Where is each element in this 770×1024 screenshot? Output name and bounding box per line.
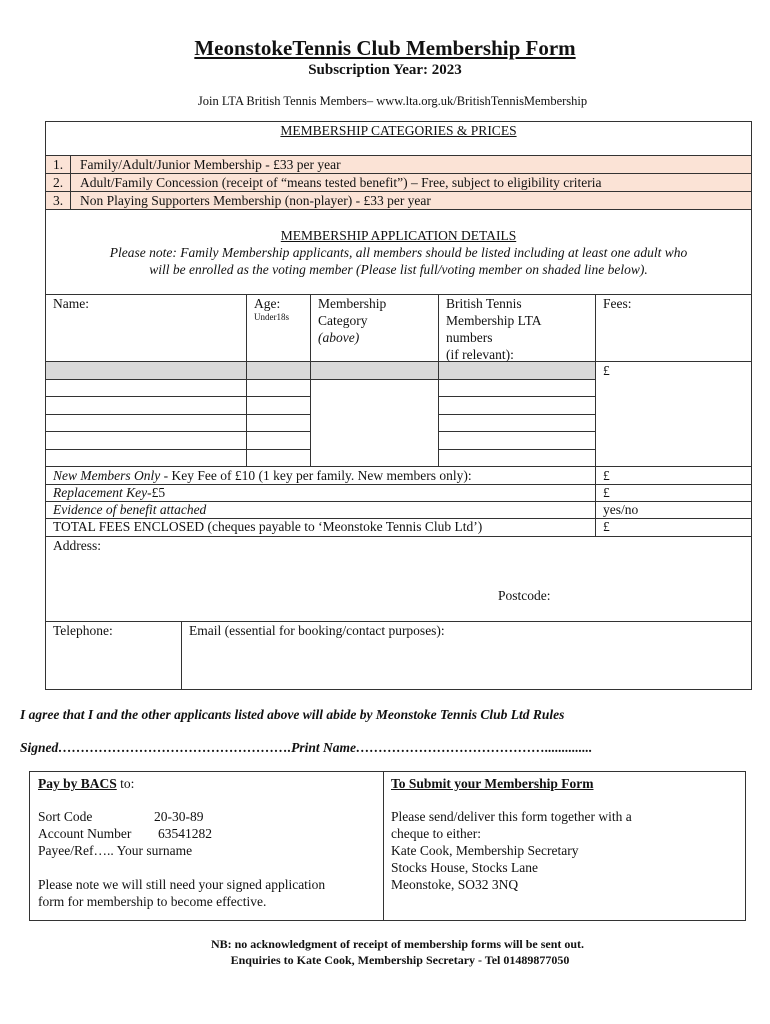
- category-column-header-3: (above): [318, 330, 360, 345]
- submit-line5: Meonstoke, SO32 3NQ: [391, 877, 519, 892]
- lta-join-line: Join LTA British Tennis Members– www.lta.org.uk/BritishTennisMembership: [197, 94, 588, 108]
- agreement-statement: I agree that I and the other applicants listed above will abide by Meonstoke Tennis Club Ltd Rules: [20, 707, 565, 722]
- application-note-line1: Please note: Family Membership applicants, all members should be listed including at least one adult who: [109, 245, 688, 260]
- submit-line4: Stocks House, Stocks Lane: [391, 860, 538, 875]
- bacs-heading-text: Pay by BACS: [38, 776, 117, 791]
- account-number-value: 63541282: [158, 826, 212, 841]
- category-number: 1.: [46, 156, 71, 173]
- replacement-key-text: -£5: [147, 485, 166, 500]
- postcode-label: Postcode:: [498, 588, 551, 603]
- bacs-heading: [38, 776, 134, 792]
- submit-line1: Please send/deliver this form together with a: [391, 809, 632, 824]
- lta-column-header-4: (if relevant):: [446, 347, 514, 362]
- fees-column-header: Fees:: [603, 296, 632, 311]
- footer-note: NB: no acknowledgment of receipt of membership forms will be sent out.: [210, 937, 585, 951]
- category-row-3: [46, 191, 751, 210]
- member-fee-pound[interactable]: £: [603, 363, 610, 378]
- evidence-of-benefit: Evidence of benefit attached: [53, 502, 207, 517]
- total-fees-value[interactable]: £: [603, 519, 610, 534]
- category-number: 3.: [46, 192, 71, 209]
- category-column-header-1: Membership: [318, 296, 387, 311]
- submit-line2: cheque to either:: [391, 826, 481, 841]
- key-fee-text: - Key Fee of £10 (1 key per family. New members only):: [160, 468, 472, 483]
- subscription-year: Subscription Year: 2023: [308, 62, 462, 78]
- form-title: MeonstokeTennis Club Membership Form: [194, 36, 576, 60]
- category-number: 2.: [46, 174, 71, 191]
- submit-line3: Kate Cook, Membership Secretary: [391, 843, 579, 858]
- bacs-heading-suffix: to:: [116, 776, 135, 791]
- address-label: Address:: [53, 538, 101, 553]
- bacs-note-line1: Please note we will still need your signed application: [38, 877, 326, 892]
- voting-member-shaded-row[interactable]: [46, 362, 595, 379]
- categories-heading: MEMBERSHIP CATEGORIES & PRICES: [280, 123, 517, 138]
- sort-code-label: Sort Code: [38, 809, 93, 824]
- category-row-1: [46, 155, 751, 173]
- evidence-yes-no[interactable]: yes/no: [603, 502, 639, 517]
- email-label: Email (essential for booking/contact purposes):: [189, 623, 445, 638]
- age-under18-note: Under18s: [254, 312, 289, 322]
- application-note-line2: will be enrolled as the voting member (Please list full/voting member on shaded line below).: [149, 262, 648, 277]
- category-row-2: [46, 173, 751, 191]
- replacement-key-italic: Replacement Key: [53, 485, 148, 500]
- replacement-key-row: [53, 485, 165, 501]
- payee-reference: Payee/Ref….. Your surname: [38, 843, 193, 858]
- age-column-header: Age:: [254, 296, 281, 311]
- name-column-header: Name:: [53, 296, 89, 311]
- submit-heading: To Submit your Membership Form: [391, 776, 594, 791]
- replacement-key-value[interactable]: £: [603, 485, 610, 500]
- category-text: Adult/Family Concession (receipt of “means tested benefit”) – Free, subject to eligibility criteria: [80, 175, 602, 190]
- application-heading: MEMBERSHIP APPLICATION DETAILS: [280, 228, 517, 243]
- lta-column-header-1: British Tennis: [446, 296, 522, 311]
- key-fee-row: [53, 468, 472, 484]
- bacs-note-line2: form for membership to become effective.: [38, 894, 267, 909]
- telephone-label: Telephone:: [53, 623, 113, 638]
- lta-column-header-3: numbers: [446, 330, 493, 345]
- category-column-header-2: Category: [318, 313, 368, 328]
- key-fee-italic: New Members Only: [53, 468, 161, 483]
- category-text: Non Playing Supporters Membership (non-player) - £33 per year: [80, 193, 431, 208]
- lta-column-header-2: Membership LTA: [446, 313, 542, 328]
- key-fee-value[interactable]: £: [603, 468, 610, 483]
- category-text: Family/Adult/Junior Membership - £33 per year: [80, 157, 341, 172]
- footer-enquiries: Enquiries to Kate Cook, Membership Secretary - Tel 01489877050: [230, 953, 570, 967]
- sort-code-value: 20-30-89: [154, 809, 204, 824]
- total-fees-label: TOTAL FEES ENCLOSED (cheques payable to ‘Meonstoke Tennis Club Ltd’): [53, 519, 483, 534]
- account-number-label: Account Number: [38, 826, 132, 841]
- signature-line[interactable]: Signed…………………………………………….Print Name……………………………………..............: [20, 740, 593, 755]
